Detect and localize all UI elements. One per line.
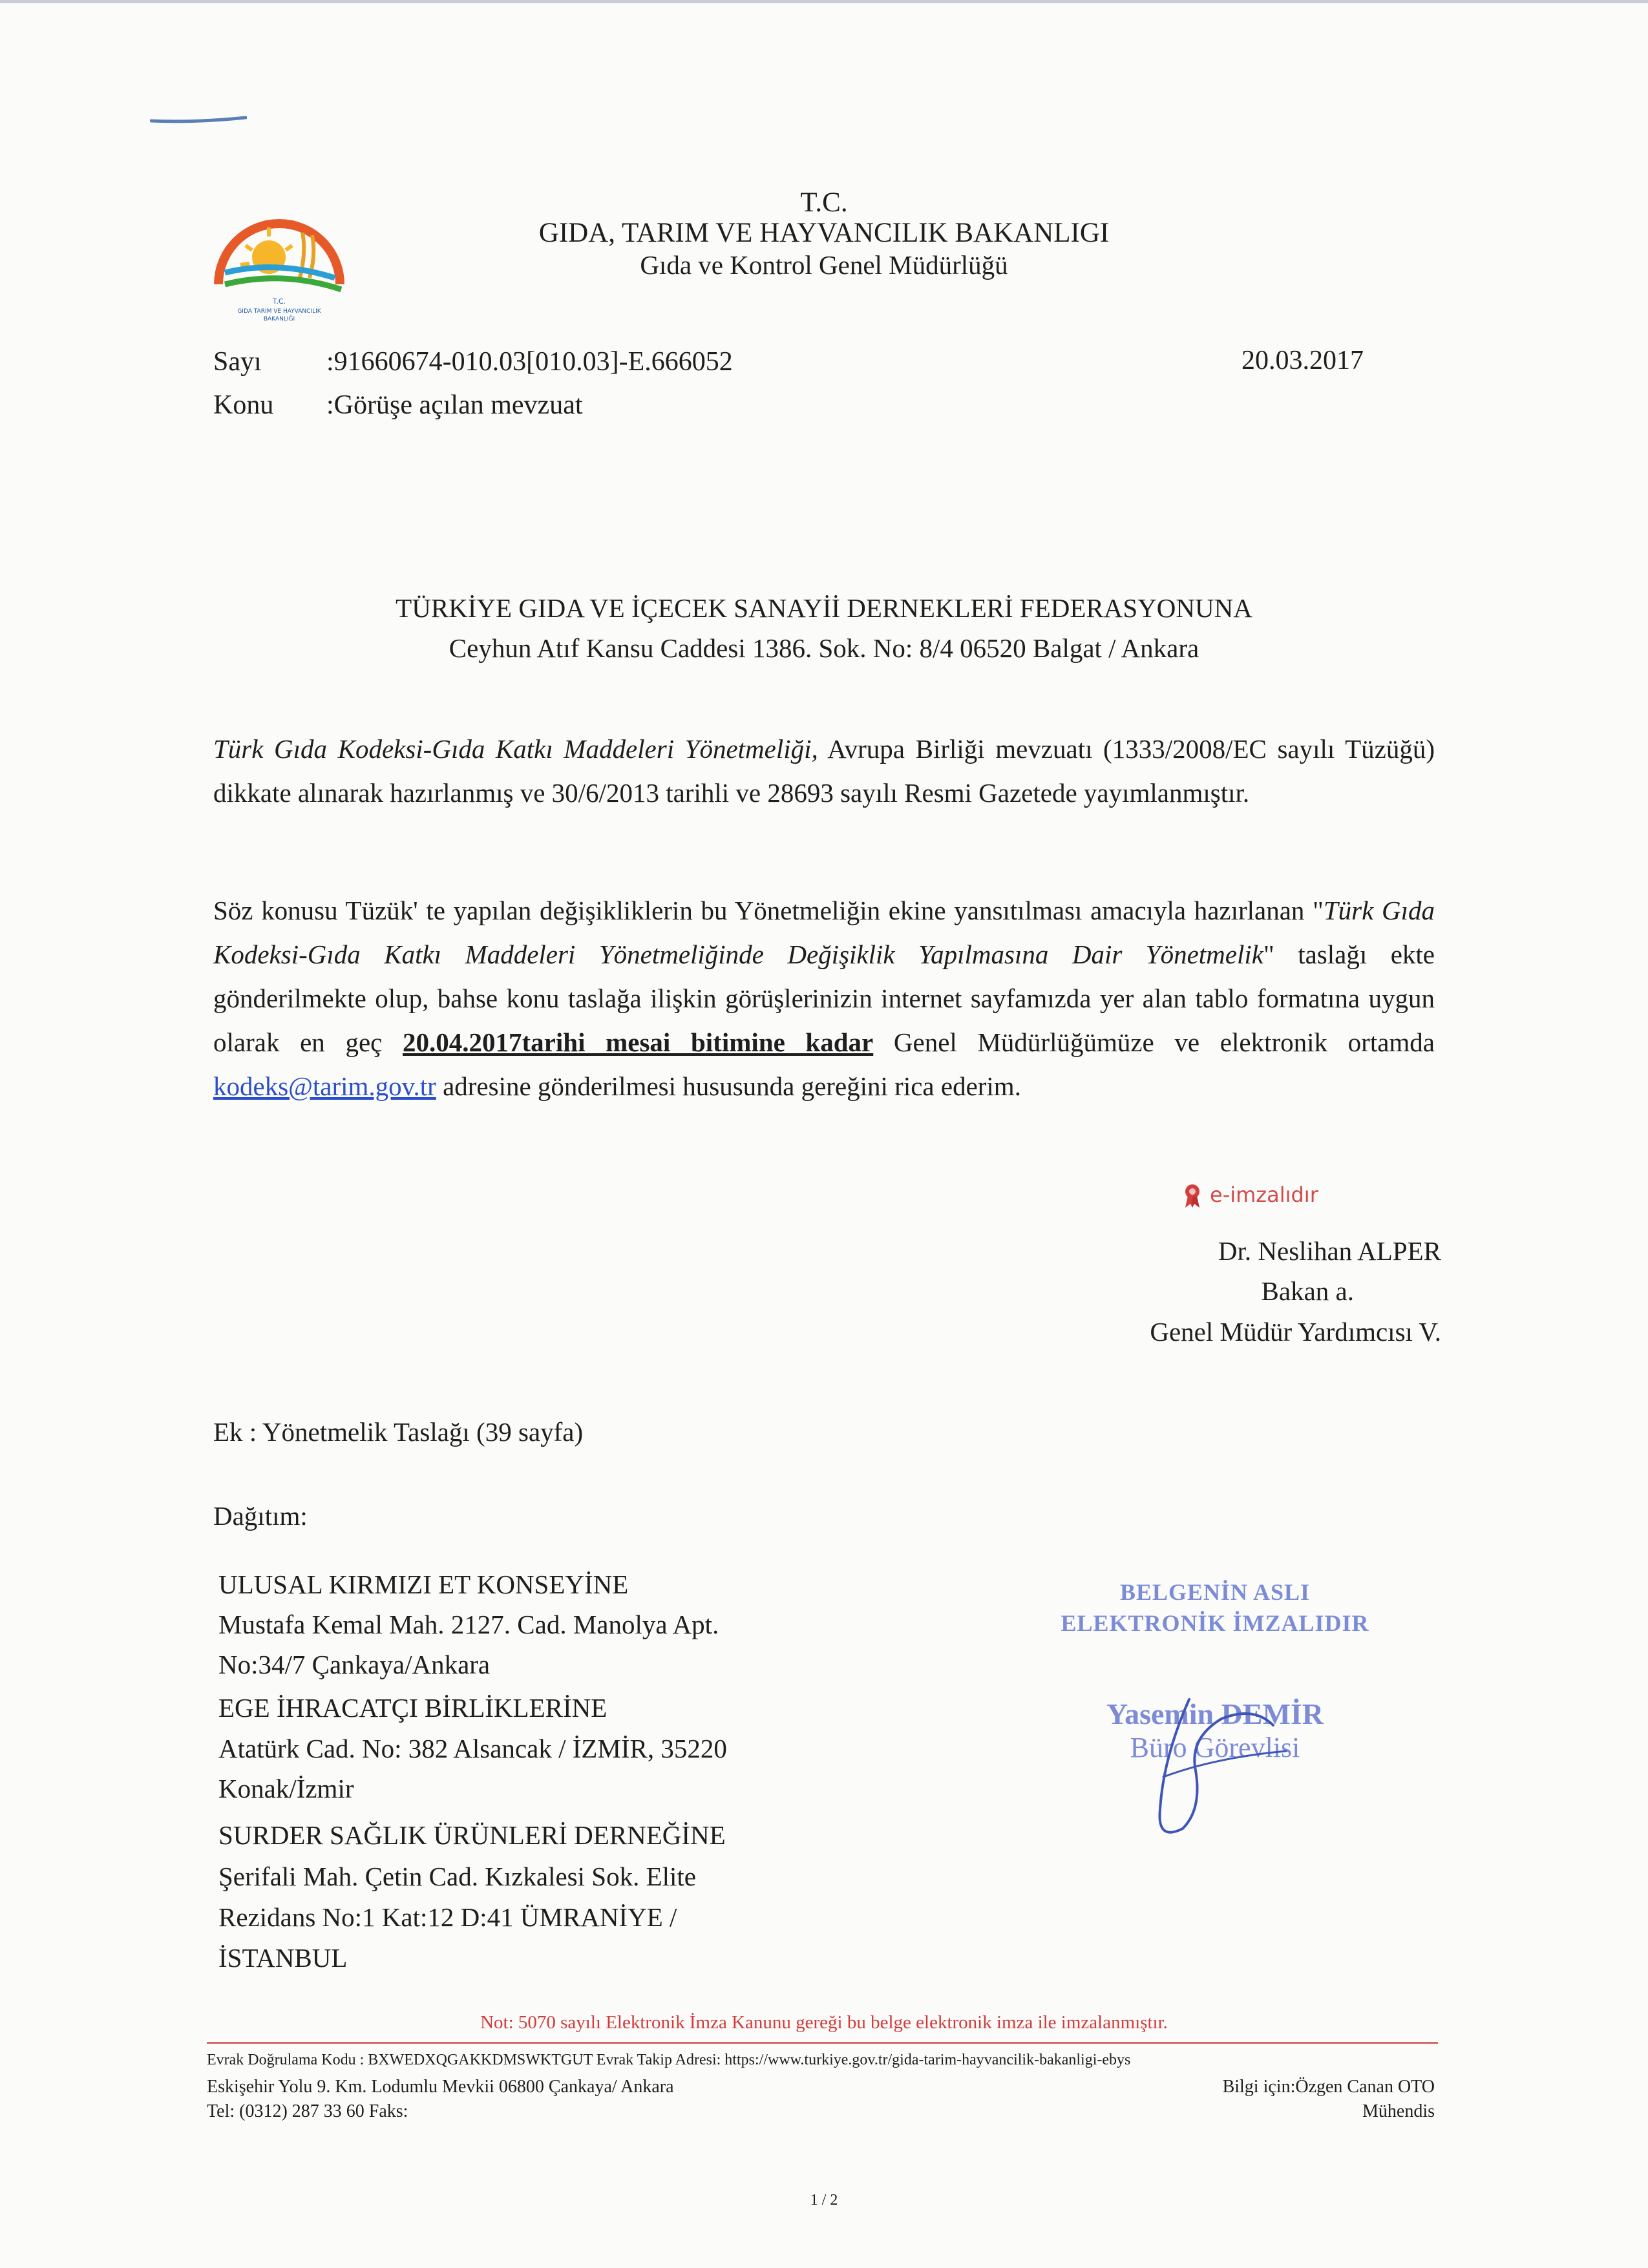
paragraph-2-text-c: Genel Müdürlüğümüze ve elektronik ortamda [873, 1027, 1435, 1057]
header-tc: T.C. [800, 187, 848, 218]
distribution-line-4: EGE İHRACATÇI BİRLİKLERİNE [218, 1693, 607, 1723]
sayi-value: :91660674-010.03[010.03]-E.666052 [326, 347, 733, 377]
header-ministry: GIDA, TARIM VE HAYVANCILIK BAKANLIGI [538, 218, 1110, 248]
footer-phone: Tel: (0312) 287 33 60 Faks: [207, 2101, 408, 2121]
footer-address: Eskişehir Yolu 9. Km. Lodumlu Mevkii 06800 Çankaya/ Ankara [207, 2077, 674, 2097]
ribbon-icon [1183, 1183, 1202, 1209]
paragraph-2-text-a: Söz konusu Tüzük' te yapılan değişikliklerin bu Yönetmeliğin ekine yansıtılması amacıyla hazırlanan " [213, 896, 1324, 925]
distribution-line-3: No:34/7 Çankaya/Ankara [218, 1650, 491, 1679]
header-directorate: Gıda ve Kontrol Genel Müdürlüğü [640, 250, 1008, 280]
pen-mark [150, 115, 247, 124]
distribution-line-5: Atatürk Cad. No: 382 Alsancak / İZMİR, 35220 [218, 1734, 727, 1763]
verification-code: Evrak Doğrulama Kodu : BXWEDXQGAKKDMSWKTGUT Evrak Takip Adresi: https://www.turkiye.gov.tr/gida-tarim-hayvancilik-bakanligi-ebys [207, 2052, 1131, 2068]
distribution-line-9: Rezidans No:1 Kat:12 D:41 ÜMRANİYE / [218, 1902, 677, 1932]
paragraph-2 [213, 888, 1435, 1108]
paragraph-2-text-b: " taslağı ekte gönderilmekte olup, bahse konu taslağa ilişkin görüşlerinizin internet sayfamızda yer alan tablo formatına uygun olarak en geç [213, 940, 1435, 1057]
sayi-label: Sayı [213, 347, 262, 377]
signer-title-2: Genel Müdür Yardımcısı V. [1150, 1317, 1441, 1347]
konu-value: :Görüşe açılan mevzuat [326, 390, 583, 420]
addressee-name: TÜRKİYE GIDA VE İÇECEK SANAYİİ DERNEKLERİ FEDERASYONUNA [396, 593, 1252, 623]
paragraph-2-text-d: adresine gönderilmesi hususunda gereğini rica ederim. [436, 1071, 1021, 1101]
paragraph-1-text: Avrupa Birliği mevzuatı (1333/2008/EC sayılı Tüzüğü) dikkate alınarak hazırlanmış ve 30/6/2013 tarihli ve 28693 sayılı Resmi Gazetede yayımlanmıştır. [213, 734, 1435, 808]
footer-divider [207, 2042, 1438, 2044]
distribution-line-8: Şerifali Mah. Çetin Cad. Kızkalesi Sok. Elite [218, 1862, 697, 1891]
page-number: 1 / 2 [810, 2192, 838, 2209]
stamp-line-1: BELGENİN ASLI [1119, 1579, 1311, 1605]
e-signature-text: e-imzalıdır [1210, 1182, 1318, 1207]
konu-label: Konu [213, 390, 274, 420]
signer-name: Dr. Neslihan ALPER [1218, 1236, 1441, 1266]
logo-text-bakanlik: BAKANLIĞI [263, 316, 295, 322]
footer-contact: Bilgi için:Özgen Canan OTO [1222, 2077, 1435, 2097]
distribution-line-7: SURDER SAĞLIK ÜRÜNLERİ DERNEĞİNE [218, 1820, 726, 1850]
stamp-role: Büro Görevlisi [1130, 1732, 1300, 1763]
distribution-line-10: İSTANBUL [218, 1943, 348, 1973]
distribution-heading: Dağıtım: [213, 1501, 308, 1531]
distribution-line-1: ULUSAL KIRMIZI ET KONSEYİNE [218, 1570, 629, 1599]
deadline: 20.04.2017tarihi mesai bitimine kadar [403, 1027, 874, 1057]
logo-text-ministry: GIDA TARIM VE HAYVANCILIK [237, 308, 321, 315]
stamp-line-2: ELEKTRONİK İMZALIDIR [1061, 1610, 1369, 1636]
regulation-title: Türk Gıda Kodeksi-Gıda Katkı Maddeleri Yönetmeliği, [213, 734, 818, 764]
e-signature-badge [1183, 1182, 1318, 1209]
e-signature-note: Not: 5070 sayılı Elektronik İmza Kanunu gereği bu belge elektronik imza ile imzalanmıştır. [480, 2012, 1168, 2033]
logo-text-tc: T.C. [272, 297, 286, 306]
stamp-name: Yasemin DEMİR [1106, 1697, 1324, 1730]
handwritten-signature [1092, 1680, 1299, 1848]
document-date: 20.03.2017 [1241, 346, 1364, 375]
distribution-line-2: Mustafa Kemal Mah. 2127. Cad. Manolya Apt. [218, 1610, 719, 1639]
attachment-line: Ek : Yönetmelik Taslağı (39 sayfa) [213, 1417, 584, 1447]
signer-title-1: Bakan a. [1261, 1276, 1354, 1306]
distribution-line-6: Konak/İzmir [218, 1774, 354, 1803]
paragraph-1 [213, 727, 1435, 815]
email-link[interactable]: kodeks@tarim.gov.tr [213, 1071, 436, 1101]
footer-contact-role: Mühendis [1362, 2101, 1435, 2121]
addressee-address: Ceyhun Atıf Kansu Caddesi 1386. Sok. No: 8/4 06520 Balgat / Ankara [449, 633, 1199, 663]
scan-edge [0, 0, 1648, 3]
draft-title: Türk Gıda Kodeksi-Gıda Katkı Maddeleri Yönetmeliğinde Değişiklik Yapılmasına Dair Yönetmelik [213, 896, 1435, 969]
